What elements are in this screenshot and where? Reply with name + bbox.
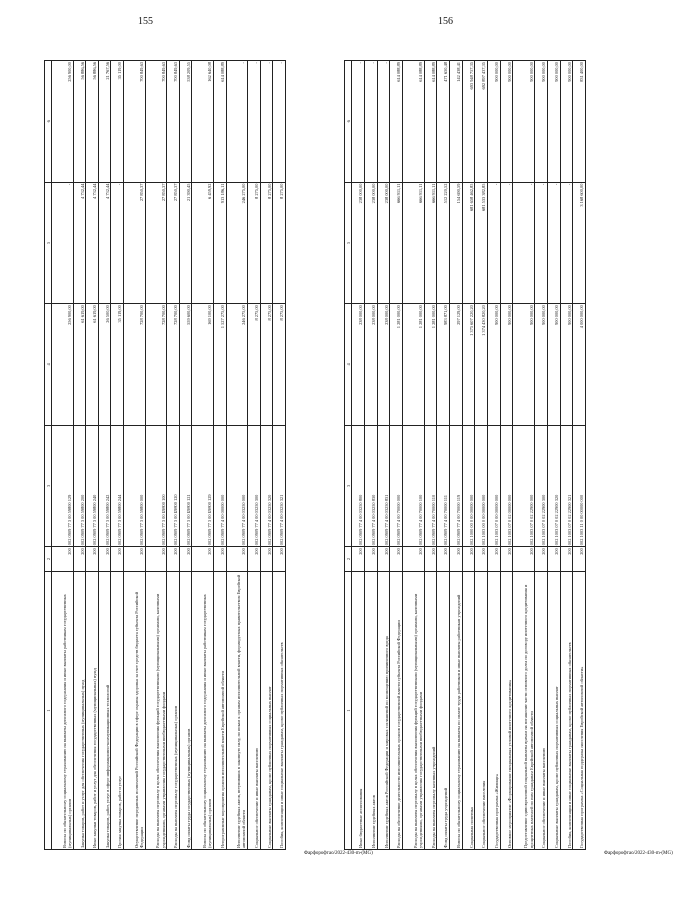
row-name: Социальное обеспечение и иные выплаты населению <box>248 571 261 849</box>
column-header: 4 <box>345 304 352 426</box>
row-name: Исполнение судебных актов <box>364 571 377 849</box>
page-footer: Фарфорофтао/2022-430-m-(MG) <box>604 851 673 856</box>
row-group: 200 <box>179 547 192 572</box>
row-code: 002 0909 77 3 00 59800 200 <box>73 425 86 547</box>
row-approved: 900 000,00 <box>513 304 535 426</box>
table-row <box>535 61 548 850</box>
row-name: Расходы на выплаты персоналу в целях обеспечения выполнения функций государственными (муниципальными) органами, казенными учреждениями, органами управления государственными внебюджетными фондами <box>145 571 167 849</box>
row-unexecuted: 614 088,89 <box>390 61 403 183</box>
row-executed: 21 390,45 <box>179 182 192 304</box>
row-name: Закупка товаров, работ, услуг в сфере информационно-коммуникационных технологий <box>98 571 111 849</box>
row-name: Социальное обеспечение и иные выплаты населению <box>535 571 548 849</box>
table-row <box>98 61 111 850</box>
row-name: Взносы по обязательному социальному страхованию на выплаты денежного содержания и иные выплаты работникам государственных (муниципальных) органов <box>192 571 214 849</box>
row-code: 002 1003 07 0 00 00000 000 <box>488 425 501 547</box>
page-156 <box>340 16 673 880</box>
row-group: 200 <box>547 547 560 572</box>
row-unexecuted: 700 849,63 <box>124 61 146 183</box>
row-unexecuted: 900 000,00 <box>500 61 513 183</box>
row-unexecuted: - <box>364 61 377 183</box>
table-header <box>45 61 52 850</box>
table-row <box>213 61 226 850</box>
row-code: 002 0909 77 3 00 59800 129 <box>52 425 74 547</box>
row-unexecuted: 693 948 757,35 <box>462 61 475 183</box>
row-unexecuted: 692 897 437,35 <box>475 61 488 183</box>
row-executed: 913 186,11 <box>213 182 226 304</box>
row-executed: 238 000,00 <box>364 182 377 304</box>
row-name: Расходы на выплаты персоналу государственных (муниципальных) органов <box>167 571 180 849</box>
row-approved: 900 000,00 <box>488 304 501 426</box>
row-unexecuted: - <box>260 61 273 183</box>
row-executed: 6 459,92 <box>192 182 214 304</box>
row-group: 200 <box>513 547 535 572</box>
row-unexecuted: 900 000,00 <box>513 61 535 183</box>
row-name: Исполнение судебных актов, вступивших в законную силу, по искам к органам исполнительной власти, формируемых правительством Еврейской автономной области <box>226 571 248 849</box>
row-group: 200 <box>145 547 167 572</box>
column-header: 5 <box>45 182 52 304</box>
table-row <box>226 61 248 850</box>
row-executed: 666 911,11 <box>402 182 424 304</box>
table-row <box>86 61 99 850</box>
row-group: 200 <box>437 547 450 572</box>
row-code: 002 0909 77 4 00 03250 300 <box>248 425 261 547</box>
row-approved: 35 119,00 <box>111 304 124 426</box>
row-group: 200 <box>402 547 424 572</box>
row-group: 200 <box>352 547 365 572</box>
table-row <box>352 61 365 850</box>
table-row <box>179 61 192 850</box>
column-header: 6 <box>45 61 52 183</box>
row-code: 002 0909 77 3 00 59800 000 <box>124 425 146 547</box>
row-name: Осуществление переданных полномочий Российской Федерации в сфере охраны здоровья за счет средств бюджета субъекта Российской Федерации <box>124 571 146 849</box>
row-unexecuted: 21 767,56 <box>98 61 111 183</box>
row-unexecuted: - <box>248 61 261 183</box>
row-group: 200 <box>52 547 74 572</box>
table-row <box>475 61 488 850</box>
row-group: 200 <box>86 547 99 572</box>
row-approved: 8 275,00 <box>260 304 273 426</box>
row-approved: 238 000,00 <box>352 304 365 426</box>
row-code: 002 0909 77 4 00 03250 830 <box>364 425 377 547</box>
row-executed: 681 658 462,85 <box>462 182 475 304</box>
row-executed: 154 690,59 <box>450 182 463 304</box>
row-unexecuted: 831 400,00 <box>573 61 586 183</box>
column-header: 6 <box>345 61 352 183</box>
budget-table-156 <box>344 60 586 850</box>
row-group: 200 <box>260 547 273 572</box>
table-row <box>260 61 273 850</box>
row-group: 200 <box>248 547 261 572</box>
row-name: Иные бюджетные ассигнования <box>352 571 365 849</box>
row-executed: 8 275,00 <box>260 182 273 304</box>
row-unexecuted: 900 000,00 <box>535 61 548 183</box>
row-approved: 559 600,00 <box>179 304 192 426</box>
row-approved: 1 375 607 220,20 <box>462 304 475 426</box>
row-unexecuted: - <box>352 61 365 183</box>
row-group: 200 <box>475 547 488 572</box>
row-approved: 1 374 430 820,20 <box>475 304 488 426</box>
column-header: 3 <box>45 425 52 547</box>
row-executed: - <box>488 182 501 304</box>
row-name: Предоставление единовременной социальной выплаты врачам на погашение части основного долга по договору ипотечного кредитования и процентных платежей по ним гражданам Еврейской автономной области <box>513 571 535 849</box>
table-row <box>124 61 146 850</box>
row-approved: 26 500,00 <box>98 304 111 426</box>
table-row <box>488 61 501 850</box>
row-unexecuted: 700 849,63 <box>145 61 167 183</box>
row-unexecuted: 35 119,00 <box>111 61 124 183</box>
table-row <box>167 61 180 850</box>
table-row <box>450 61 463 850</box>
row-unexecuted: 538 209,55 <box>179 61 192 183</box>
row-executed: 4 732,44 <box>98 182 111 304</box>
row-executed: - <box>513 182 535 304</box>
row-code: 002 1000 00 0 00 00000 000 <box>462 425 475 547</box>
page-footer: Фарфорофтао/2022-430-m-(MG) <box>304 851 373 856</box>
row-unexecuted: 900 000,00 <box>547 61 560 183</box>
row-code: 002 0909 77 4 00 70000 110 <box>424 425 437 547</box>
row-approved: 61 619,00 <box>73 304 86 426</box>
column-header: 3 <box>345 425 352 547</box>
table-row <box>364 61 377 850</box>
table-row <box>513 61 535 850</box>
column-header: 2 <box>45 547 52 572</box>
row-code: 002 1003 00 0 00 00000 000 <box>475 425 488 547</box>
row-executed: 27 850,37 <box>145 182 167 304</box>
table-row <box>437 61 450 850</box>
row-name: Пособия, компенсации и иные социальные выплаты гражданам, кроме публичных нормативных обязательств <box>273 571 286 849</box>
row-unexecuted: 614 088,89 <box>213 61 226 183</box>
row-group: 200 <box>98 547 111 572</box>
row-code: 002 0909 77 3 00 Б9800 121 <box>179 425 192 547</box>
row-code: 002 0909 77 4 00 03250 831 <box>377 425 390 547</box>
row-code: 002 0909 77 3 00 Б9800 129 <box>192 425 214 547</box>
row-code: 002 0909 77 4 00 03250 000 <box>226 425 248 547</box>
table-row <box>111 61 124 850</box>
row-approved: 1 527 275,00 <box>213 304 226 426</box>
row-unexecuted: 900 000,00 <box>560 61 573 183</box>
row-name: Социальное обеспечение населения <box>475 571 488 849</box>
table-body <box>352 61 586 850</box>
row-code: 002 0909 77 4 00 70000 000 <box>390 425 403 547</box>
row-unexecuted: 162 640,08 <box>192 61 214 183</box>
row-group: 200 <box>167 547 180 572</box>
table-row <box>192 61 214 850</box>
row-unexecuted: - <box>226 61 248 183</box>
row-approved: 246 275,00 <box>226 304 248 426</box>
column-header: 5 <box>345 182 352 304</box>
row-code: 002 0909 77 3 00 59800 240 <box>86 425 99 547</box>
row-approved: 8 275,00 <box>273 304 286 426</box>
table-row <box>560 61 573 850</box>
row-group: 200 <box>535 547 548 572</box>
row-group: 200 <box>560 547 573 572</box>
row-name: Социальная политика <box>462 571 475 849</box>
row-name: Непрограммные мероприятия органов исполнительной власти Еврейской автономной области <box>213 571 226 849</box>
row-code: 002 1003 07 0 02 22900 320 <box>547 425 560 547</box>
row-unexecuted: - <box>273 61 286 183</box>
row-approved: 983 871,00 <box>437 304 450 426</box>
column-header: 2 <box>345 547 352 572</box>
row-group: 200 <box>462 547 475 572</box>
row-executed: - <box>500 182 513 304</box>
row-name: Государственная программа «Социальная поддержка населения Еврейской автономной области» <box>573 571 586 849</box>
row-executed: - <box>52 182 74 304</box>
column-header: 1 <box>345 571 352 849</box>
row-name: Взносы по обязательному социальному страхованию на выплаты денежного содержания и иные выплаты работникам государственных (муниципальных) органов <box>52 571 74 849</box>
row-executed: 8 275,00 <box>273 182 286 304</box>
row-code: 002 0909 77 4 00 00000 000 <box>213 425 226 547</box>
row-approved: 238 000,00 <box>364 304 377 426</box>
row-code: 002 0909 77 4 00 03250 321 <box>273 425 286 547</box>
row-code: 002 0909 77 4 00 70000 100 <box>402 425 424 547</box>
row-executed: 4 732,44 <box>73 182 86 304</box>
table-row <box>424 61 437 850</box>
row-group: 200 <box>213 547 226 572</box>
row-name: Исполнение судебных актов Российской Федерации и мировых соглашений по возмещению причиненного вреда <box>377 571 390 849</box>
row-approved: 728 700,00 <box>124 304 146 426</box>
row-name: Основное мероприятие «Формирование специальных условий ипотечного кредитования» <box>500 571 513 849</box>
page-155-table-holder <box>44 60 286 850</box>
row-name: Государственная программа «Жилище» <box>488 571 501 849</box>
row-name: Расходы на выплаты персоналу в целях обеспечения выполнения функций государственными (муниципальными) органами, казенными учреждениями, органами управления государственными внебюджетными фондами <box>402 571 424 849</box>
row-code: 002 1003 07 0 02 22900 300 <box>535 425 548 547</box>
row-unexecuted: 614 088,89 <box>402 61 424 183</box>
row-code: 002 0909 77 4 00 70000 111 <box>437 425 450 547</box>
table-row <box>145 61 167 850</box>
row-unexecuted: 700 849,63 <box>167 61 180 183</box>
row-unexecuted: 142 438,41 <box>450 61 463 183</box>
row-executed: - <box>547 182 560 304</box>
row-approved: 61 619,00 <box>86 304 99 426</box>
table-row <box>52 61 74 850</box>
row-approved: 1 281 000,00 <box>402 304 424 426</box>
row-code: 002 0909 77 4 00 03250 800 <box>352 425 365 547</box>
row-approved: 169 100,00 <box>192 304 214 426</box>
row-executed: 238 000,00 <box>352 182 365 304</box>
row-code: 002 1003 07 0 02 22900 321 <box>560 425 573 547</box>
row-executed: - <box>535 182 548 304</box>
table-row <box>248 61 261 850</box>
table-row <box>390 61 403 850</box>
row-name: Прочая закупка товаров, работ и услуг <box>111 571 124 849</box>
table-header <box>345 61 352 850</box>
row-executed: 4 732,44 <box>86 182 99 304</box>
row-name: Социальные выплаты гражданам, кроме публичных нормативных социальных выплат <box>260 571 273 849</box>
row-approved: 4 000 000,00 <box>573 304 586 426</box>
table-row <box>402 61 424 850</box>
row-unexecuted: 256 900,00 <box>52 61 74 183</box>
row-code: 002 0909 77 3 00 59800 242 <box>98 425 111 547</box>
row-group: 200 <box>111 547 124 572</box>
row-approved: 8 275,00 <box>248 304 261 426</box>
row-code: 002 0909 77 4 00 03250 320 <box>260 425 273 547</box>
page-number: 156 <box>438 16 453 27</box>
row-group: 200 <box>424 547 437 572</box>
row-group: 200 <box>273 547 286 572</box>
row-unexecuted: 56 886,56 <box>86 61 99 183</box>
row-executed: - <box>560 182 573 304</box>
row-name: Социальные выплаты гражданам, кроме публичных нормативных социальных выплат <box>547 571 560 849</box>
row-executed: 3 168 600,00 <box>573 182 586 304</box>
row-executed: - <box>111 182 124 304</box>
table-row <box>573 61 586 850</box>
page-156-table-holder <box>344 60 586 850</box>
row-approved: 900 000,00 <box>547 304 560 426</box>
row-group: 200 <box>390 547 403 572</box>
row-name: Фонд оплаты труда государственных (муниципальных) органов <box>179 571 192 849</box>
row-name: Взносы по обязательному социальному страхованию на выплаты по оплате труда работников и иные выплаты работникам учреждений <box>450 571 463 849</box>
row-code: 002 1003 07 0 02 00000 000 <box>500 425 513 547</box>
row-executed: 512 220,52 <box>437 182 450 304</box>
row-group: 200 <box>73 547 86 572</box>
row-unexecuted: 56 886,56 <box>73 61 86 183</box>
row-approved: 238 000,00 <box>377 304 390 426</box>
row-approved: 900 000,00 <box>535 304 548 426</box>
table-row <box>273 61 286 850</box>
page-number: 155 <box>138 16 153 27</box>
row-executed: 666 911,11 <box>390 182 403 304</box>
row-group: 200 <box>573 547 586 572</box>
row-name: Фонд оплаты труда учреждений <box>437 571 450 849</box>
row-group: 200 <box>124 547 146 572</box>
row-code: 002 0909 77 3 00 Б9800 120 <box>167 425 180 547</box>
row-name: Расходы на выплаты персоналу казенных учреждений <box>424 571 437 849</box>
row-group: 200 <box>500 547 513 572</box>
row-group: 200 <box>488 547 501 572</box>
row-approved: 728 700,00 <box>167 304 180 426</box>
row-unexecuted: 471 650,48 <box>437 61 450 183</box>
table-row <box>547 61 560 850</box>
row-name: Расходы на обеспечение деятельности исполнительных органов государственной власти субъекта Российской Федерации <box>390 571 403 849</box>
table-row <box>377 61 390 850</box>
row-executed: 8 275,00 <box>248 182 261 304</box>
row-name: Пособия, компенсации и иные социальные выплаты гражданам, кроме публичных нормативных обязательств <box>560 571 573 849</box>
table-row <box>500 61 513 850</box>
column-header: 4 <box>45 304 52 426</box>
row-approved: 256 900,00 <box>52 304 74 426</box>
row-approved: 900 000,00 <box>560 304 573 426</box>
row-approved: 728 700,00 <box>145 304 167 426</box>
row-group: 200 <box>192 547 214 572</box>
row-approved: 1 281 000,00 <box>390 304 403 426</box>
row-group: 200 <box>377 547 390 572</box>
row-executed: 681 533 382,85 <box>475 182 488 304</box>
budget-table-155 <box>44 60 286 850</box>
row-executed: 246 275,00 <box>226 182 248 304</box>
row-code: 002 0909 77 4 00 70000 119 <box>450 425 463 547</box>
row-code: 002 0909 77 3 00 Б9800 100 <box>145 425 167 547</box>
table-row <box>462 61 475 850</box>
column-header: 1 <box>45 571 52 849</box>
row-group: 200 <box>226 547 248 572</box>
table-row <box>73 61 86 850</box>
row-approved: 297 129,00 <box>450 304 463 426</box>
row-code: 002 1003 11 0 00 00000 000 <box>573 425 586 547</box>
row-executed: 27 850,37 <box>124 182 146 304</box>
table-body <box>52 61 286 850</box>
row-unexecuted: 900 000,00 <box>488 61 501 183</box>
row-unexecuted: - <box>377 61 390 183</box>
row-code: 002 0909 77 3 00 59800 244 <box>111 425 124 547</box>
row-group: 200 <box>450 547 463 572</box>
row-executed: 666 911,11 <box>424 182 437 304</box>
row-code: 002 1003 07 0 02 22900 000 <box>513 425 535 547</box>
row-approved: 900 000,00 <box>500 304 513 426</box>
row-name: Закупка товаров, работ и услуг для обеспечения государственных (муниципальных) нужд <box>73 571 86 849</box>
row-group: 200 <box>364 547 377 572</box>
row-name: Иные закупки товаров, работ и услуг для обеспечения государственных (муниципальных) нужд <box>86 571 99 849</box>
row-approved: 1 281 000,00 <box>424 304 437 426</box>
row-executed: 238 000,00 <box>377 182 390 304</box>
row-unexecuted: 614 088,89 <box>424 61 437 183</box>
row-executed: 27 850,37 <box>167 182 180 304</box>
